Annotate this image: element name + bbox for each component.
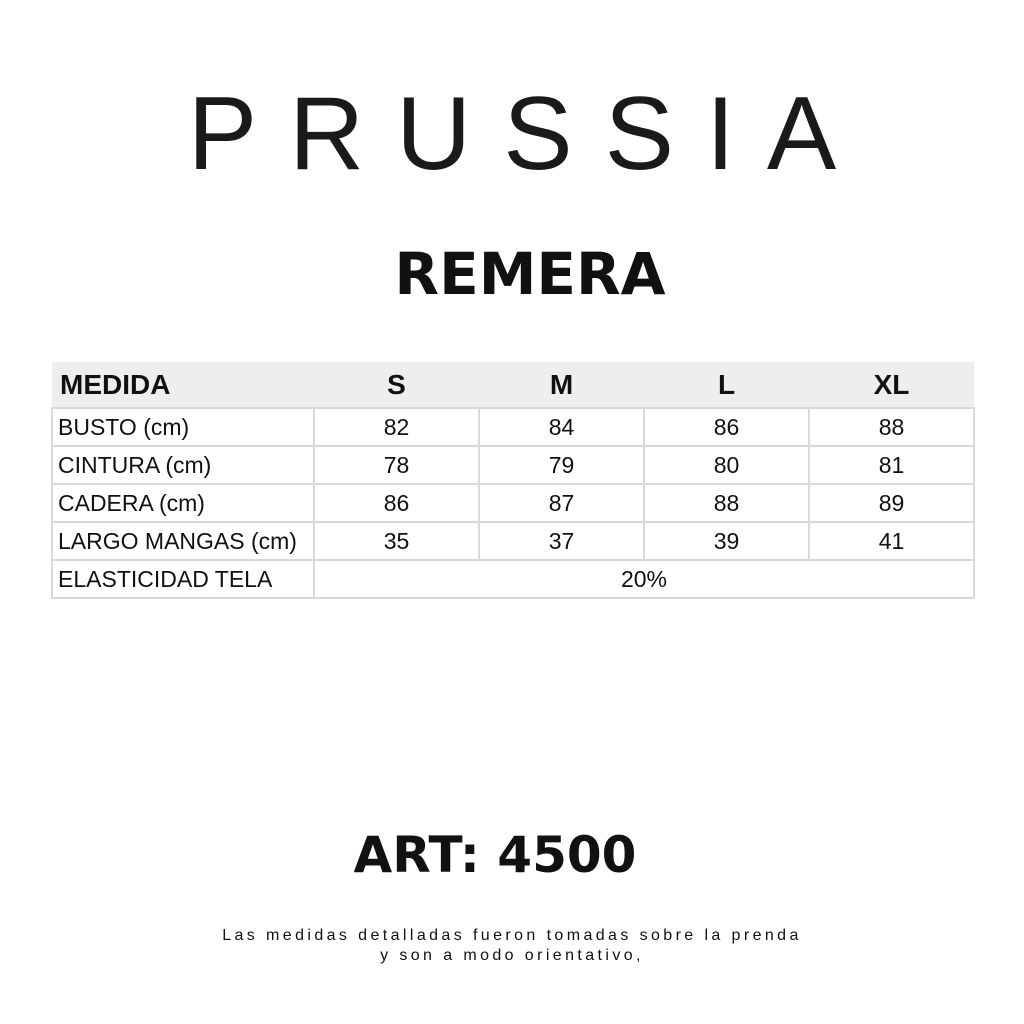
table-row-largo-mangas [52,522,974,560]
cell-value: 81 [809,446,974,484]
row-label: LARGO MANGAS (cm) [52,522,314,560]
cell-value: 35 [314,522,479,560]
cell-value: 80 [644,446,809,484]
cell-value: 88 [644,484,809,522]
header-size-s: S [314,362,479,408]
cell-value: 86 [314,484,479,522]
table-row-cadera [52,484,974,522]
cell-value: 41 [809,522,974,560]
table-row-cintura [52,446,974,484]
cell-value: 86 [644,408,809,446]
cell-value: 37 [479,522,644,560]
row-label: BUSTO (cm) [52,408,314,446]
disclaimer-line-2: y son a modo orientativo, [380,947,644,964]
elasticity-value: 20% [314,560,974,598]
header-size-xl: XL [809,362,974,408]
cell-value: 79 [479,446,644,484]
header-measure: MEDIDA [52,362,314,408]
row-label: CINTURA (cm) [52,446,314,484]
cell-value: 88 [809,408,974,446]
cell-value: 82 [314,408,479,446]
size-chart-table [51,362,975,599]
table-row-elasticidad [52,560,974,598]
row-label: ELASTICIDAD TELA [52,560,314,598]
brand-logo-text: PRUSSIA [187,76,869,192]
row-label: CADERA (cm) [52,484,314,522]
header-size-m: M [479,362,644,408]
header-size-l: L [644,362,809,408]
article-number: ART: 4500 [353,826,637,884]
product-title: REMERA [394,240,666,308]
table-header-row [52,362,974,408]
disclaimer-note [0,926,1024,966]
cell-value: 89 [809,484,974,522]
cell-value: 39 [644,522,809,560]
cell-value: 84 [479,408,644,446]
cell-value: 87 [479,484,644,522]
disclaimer-line-1: Las medidas detalladas fueron tomadas sobre la prenda [222,927,802,944]
cell-value: 78 [314,446,479,484]
table-row-busto [52,408,974,446]
